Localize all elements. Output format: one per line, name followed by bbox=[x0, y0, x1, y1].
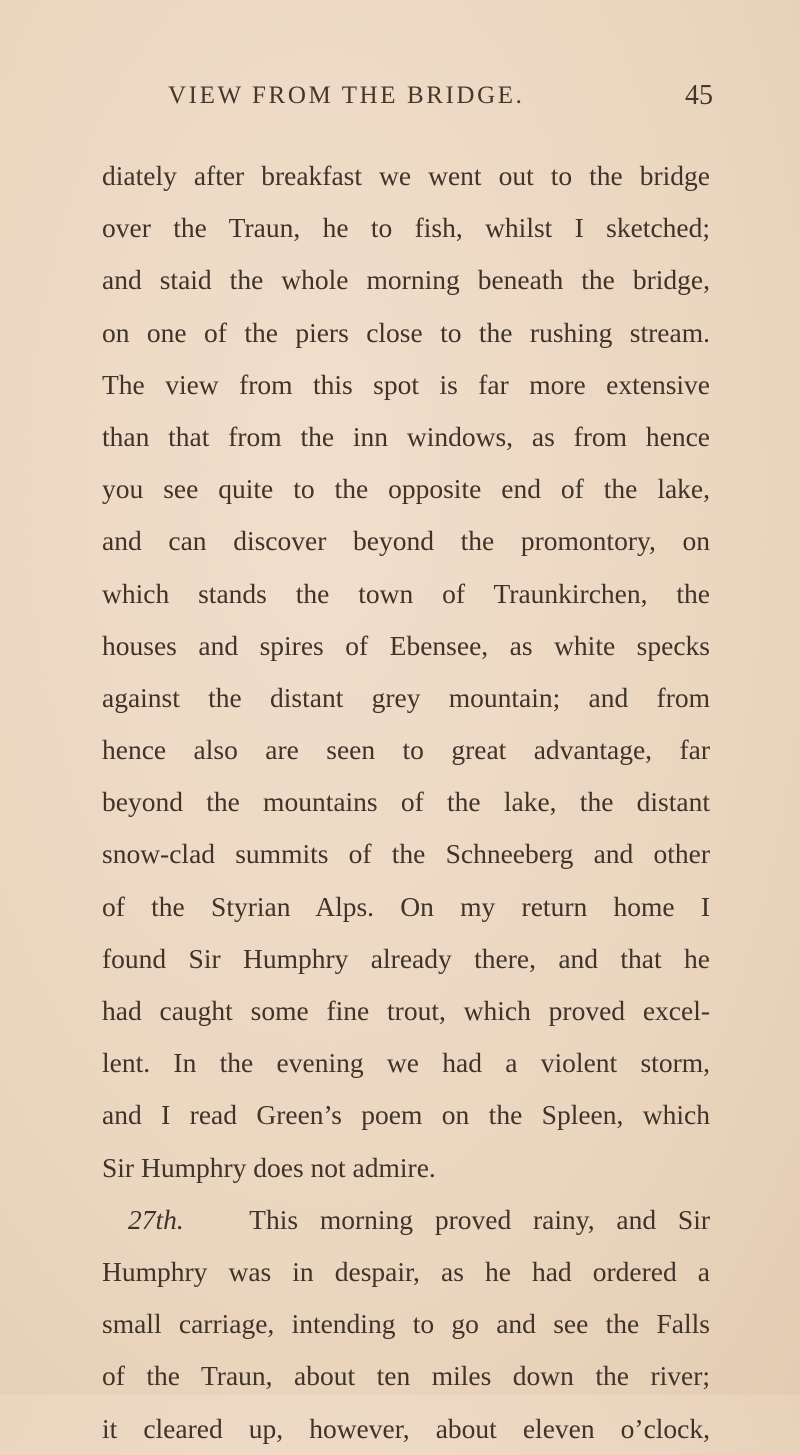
running-head bbox=[168, 82, 713, 122]
body-text bbox=[102, 150, 710, 1455]
text-line: diately after breakfast we went out to the bridge bbox=[102, 160, 710, 191]
entry-line-text: This morning proved rainy, and Sir bbox=[249, 1203, 710, 1235]
text-line: of the Traun, about ten miles down the river; bbox=[102, 1360, 710, 1392]
text-line: and can discover beyond the promontory, on bbox=[102, 525, 710, 557]
text-line: houses and spires of Ebensee, as white specks bbox=[102, 629, 710, 661]
text-line: The view from this spot is far more extensive bbox=[102, 368, 710, 400]
text-line: hence also are seen to great advantage, far bbox=[102, 734, 710, 766]
text-line: it cleared up, however, about eleven o’clock, bbox=[102, 1412, 710, 1444]
text-line: beyond the mountains of the lake, the distant bbox=[102, 786, 710, 818]
text-line: found Sir Humphry already there, and that he bbox=[102, 942, 710, 974]
text-line: than that from the inn windows, as from hence bbox=[102, 420, 710, 452]
text-line: snow-clad summits of the Schneeberg and other bbox=[102, 838, 710, 870]
text-line: Humphry was in despair, as he had ordered a bbox=[102, 1255, 710, 1287]
text-line: and I read Green’s poem on the Spleen, which bbox=[102, 1099, 710, 1131]
text-line: small carriage, intending to go and see the Falls bbox=[102, 1308, 710, 1340]
text-line: which stands the town of Traunkirchen, the bbox=[102, 577, 710, 609]
running-title: VIEW FROM THE BRIDGE. bbox=[168, 82, 525, 109]
text-line: you see quite to the opposite end of the lake, bbox=[102, 473, 710, 505]
text-line: had caught some fine trout, which proved excel- bbox=[102, 995, 710, 1026]
text-line: lent. In the evening we had a violent storm, bbox=[102, 1047, 710, 1079]
page-number: 45 bbox=[685, 80, 713, 111]
text-line: of the Styrian Alps. On my return home I bbox=[102, 890, 710, 922]
text-line: over the Traun, he to fish, whilst I sketched; bbox=[102, 212, 710, 244]
text-line: against the distant grey mountain; and from bbox=[102, 681, 710, 713]
entry-date: 27th. bbox=[128, 1203, 184, 1235]
text-line: on one of the piers close to the rushing stream. bbox=[102, 316, 710, 348]
entry-first-line bbox=[102, 1194, 710, 1246]
text-line: and staid the whole morning beneath the bridge, bbox=[102, 264, 710, 296]
text-line: Sir Humphry does not admire. bbox=[102, 1151, 436, 1183]
